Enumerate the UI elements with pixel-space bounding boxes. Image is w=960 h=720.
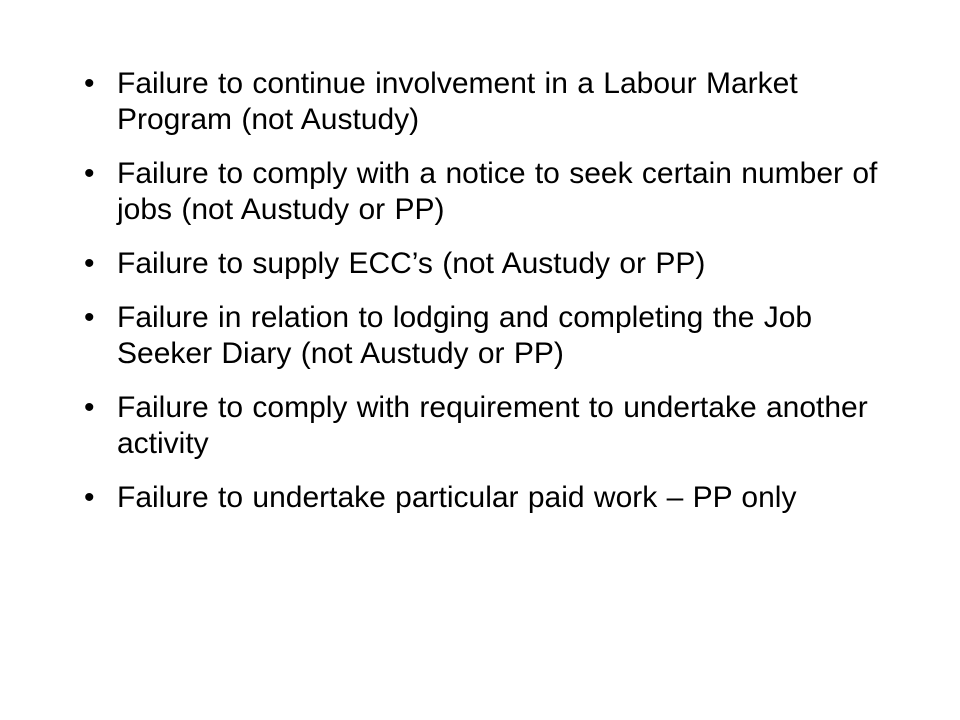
bullet-item bbox=[84, 300, 884, 372]
bullet-dot-icon: • bbox=[84, 481, 95, 514]
bullet-text: Failure to supply ECC’s (not Austudy or PP) bbox=[117, 247, 706, 280]
bullet-text: Failure to continue involvement in a Labour Market Program (not Austudy) bbox=[117, 67, 798, 136]
bullet-item bbox=[84, 246, 884, 282]
bullet-list bbox=[84, 66, 884, 534]
bullet-dot-icon: • bbox=[84, 67, 95, 100]
bullet-text: Failure in relation to lodging and completing the Job Seeker Diary (not Austudy or PP) bbox=[117, 301, 813, 370]
bullet-dot-icon: • bbox=[84, 247, 95, 280]
bullet-item bbox=[84, 156, 884, 228]
bullet-item bbox=[84, 390, 884, 462]
bullet-text: Failure to comply with requirement to undertake another activity bbox=[117, 391, 868, 460]
bullet-dot-icon: • bbox=[84, 391, 95, 424]
bullet-dot-icon: • bbox=[84, 301, 95, 334]
bullet-item bbox=[84, 480, 884, 516]
bullet-dot-icon: • bbox=[84, 157, 95, 190]
bullet-item bbox=[84, 66, 884, 138]
bullet-text: Failure to comply with a notice to seek certain number of jobs (not Austudy or PP) bbox=[117, 157, 878, 226]
bullet-text: Failure to undertake particular paid work – PP only bbox=[117, 481, 797, 514]
